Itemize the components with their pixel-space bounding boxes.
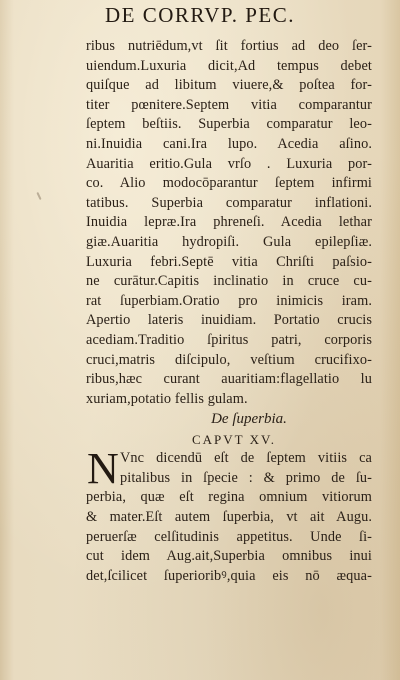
text-line: perbia, quæ eſt regina omnium vitiorum — [86, 489, 372, 506]
text-line: & mater.Eſt autem ſuperbia, vt ait Augu. — [86, 509, 372, 526]
text-line: rat ſuperbiam.Oratio pro inimicis iram. — [86, 292, 372, 309]
text-line: cut idem Aug.ait,Superbia omnibus inui — [86, 548, 372, 565]
text-line: xuriam,potatio fellis gulam. — [86, 390, 248, 407]
chapter-heading: CAPVT XV. — [192, 432, 276, 448]
text-line: ni.Inuidia cani.Ira lupo. Acedia aſino. — [86, 135, 372, 152]
text-line: det,ſcilicet ſuperioribꝰ,quia eis nō æqua- — [86, 567, 372, 584]
text-line: Inuidia lepræ.Ira phreneſi. Acedia lethar — [86, 214, 372, 231]
text-line: ribus nutriēdum,vt ſit fortius ad deo ſer- — [86, 38, 372, 54]
text-line: uiendum.Luxuria dicit,Ad tempus debet — [86, 57, 372, 74]
body-text — [86, 37, 372, 586]
drop-cap: N — [87, 444, 119, 494]
text-line: Auaritia eritio.Gula vrſo . Luxuria por- — [86, 155, 372, 172]
text-line: cruci,matris diſcipulo, veſtium crucifixo- — [86, 351, 372, 368]
text-line: giæ.Auaritia hydropiſi. Gula epilepſiæ. — [86, 233, 372, 250]
text-line: titer pœnitere.Septem vitia comparantur — [86, 96, 372, 113]
text-line: acediam.Traditio ſpiritus patri, corporis — [86, 331, 372, 348]
text-line: Vnc dicendū eſt de ſeptem vitiis ca — [120, 450, 372, 467]
text-line: ne curātur.Capitis inclinatio in cruce cu- — [86, 273, 372, 290]
text-line: pitalibus in ſpecie : & primo de ſu- — [120, 469, 372, 486]
text-line: quiſque ad libitum viuere,& poſtea for- — [86, 77, 372, 94]
text-line: tatibus. Superbia comparatur inflationi. — [86, 194, 372, 211]
chapter-paragraph — [86, 444, 372, 586]
section-subheading: De ſuperbia. — [211, 411, 287, 428]
text-line: ſeptem beſtiis. Superbia comparatur leo- — [86, 116, 372, 133]
text-line: Luxuria febri.Septē vitia Chriſti paſsio- — [86, 253, 372, 270]
running-head: DE CORRVP. PEC. — [104, 3, 296, 27]
text-line: peruerſæ celſitudinis appetitus. Unde ſi- — [86, 528, 372, 545]
text-line: Apertio lateris inuidiam. Portatio crucis — [86, 312, 372, 329]
text-line: ribus,hæc curant auaritiam:flagellatio lu — [86, 371, 372, 388]
text-line: co. Alio modocōparantur ſeptem infirmi — [86, 175, 372, 192]
paper-mark — [36, 192, 41, 200]
